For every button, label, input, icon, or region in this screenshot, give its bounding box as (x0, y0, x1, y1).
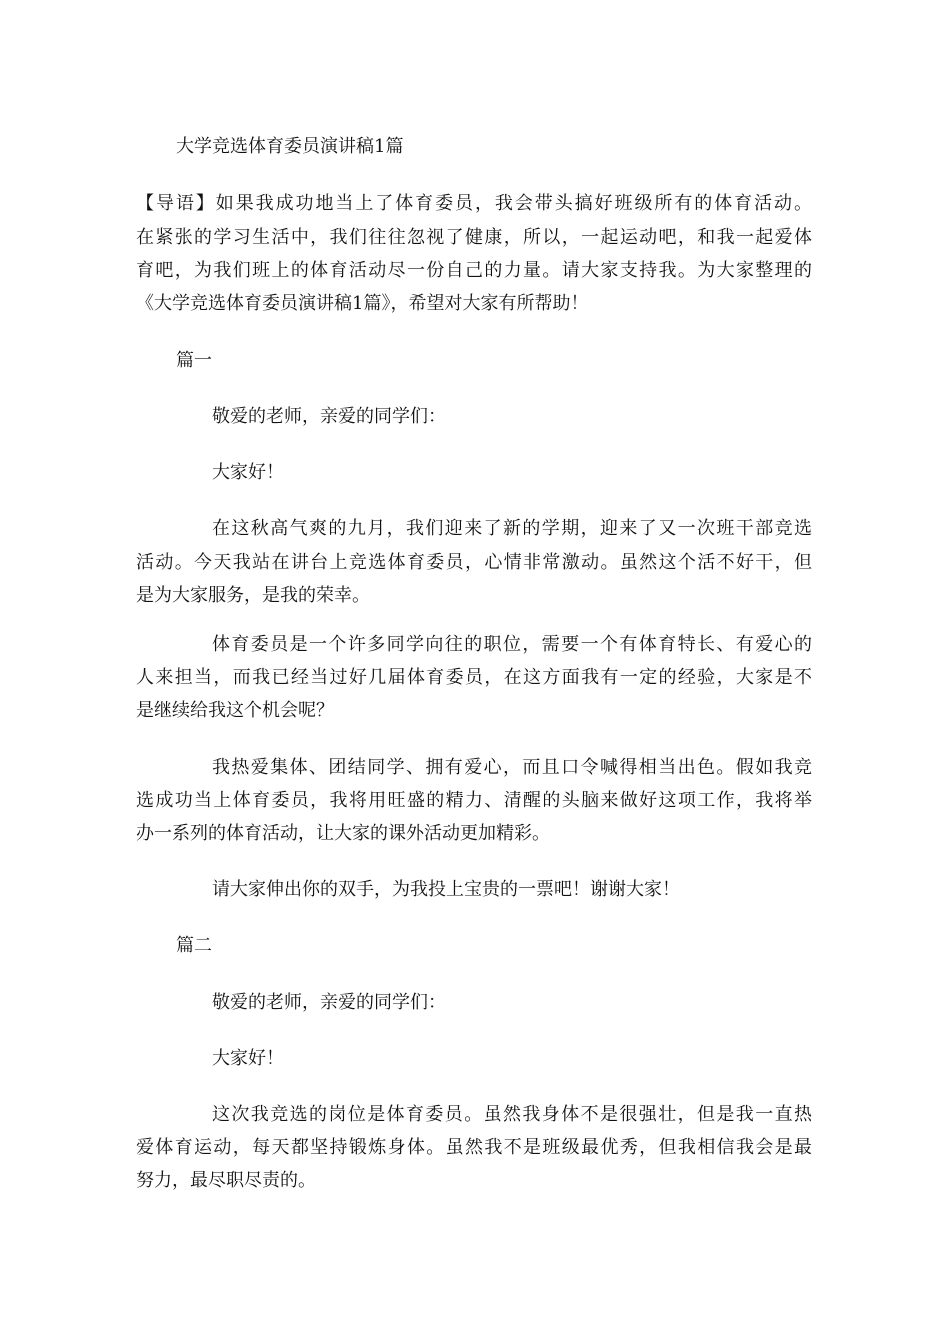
intro-line-2: 在紧张的学习生活中，我们往往忽视了健康，所以，一起运动吧，和我一起爱体 (136, 227, 812, 248)
section1-para3-line-1: 我热爱集体、团结同学、拥有爱心，而且口令喊得相当出色。假如我竞 (212, 757, 812, 778)
document-title: 大学竞选体育委员演讲稿1篇 (176, 136, 404, 157)
section1-para3-line-2: 选成功当上体育委员，我将用旺盛的精力、清醒的头脑来做好这项工作，我将举 (136, 790, 812, 811)
section1-para2-line-2: 人来担当，而我已经当过好几届体育委员，在这方面我有一定的经验，大家是不 (136, 667, 812, 688)
intro-line-4: 《大学竞选体育委员演讲稿1篇》，希望对大家有所帮助！ (136, 293, 589, 314)
section1-para2-line-1: 体育委员是一个许多同学向往的职位，需要一个有体育特长、有爱心的 (212, 634, 812, 655)
section1-closing: 请大家伸出你的双手，为我投上宝贵的一票吧！谢谢大家！ (212, 879, 680, 900)
section2-greeting: 大家好！ (212, 1048, 284, 1069)
section1-para3-line-3: 办一系列的体育活动，让大家的课外活动更加精彩。 (136, 823, 550, 844)
section1-heading: 篇一 (176, 350, 212, 371)
section2-para1-line-2: 爱体育运动，每天都坚持锻炼身体。虽然我不是班级最优秀，但我相信我会是最 (136, 1137, 812, 1158)
section1-salutation: 敬爱的老师，亲爱的同学们： (212, 406, 446, 427)
section2-heading: 篇二 (176, 935, 212, 956)
section1-para2-line-3: 是继续给我这个机会呢？ (136, 700, 334, 721)
section2-salutation: 敬爱的老师，亲爱的同学们： (212, 992, 446, 1013)
section2-para1-line-1: 这次我竞选的岗位是体育委员。虽然我身体不是很强壮，但是我一直热 (212, 1104, 812, 1125)
section1-para1-line-2: 活动。今天我站在讲台上竞选体育委员，心情非常激动。虽然这个活不好干，但 (136, 552, 812, 573)
section2-para1-line-3: 努力，最尽职尽责的。 (136, 1170, 316, 1191)
intro-line-1: 【导语】如果我成功地当上了体育委员，我会带头搞好班级所有的体育活动。 (136, 193, 812, 214)
intro-line-3: 育吧，为我们班上的体育活动尽一份自己的力量。请大家支持我。为大家整理的 (136, 260, 812, 281)
section1-para1-line-3: 是为大家服务，是我的荣幸。 (136, 585, 370, 606)
section1-para1-line-1: 在这秋高气爽的九月，我们迎来了新的学期，迎来了又一次班干部竞选 (212, 518, 812, 539)
section1-greeting: 大家好！ (212, 462, 284, 483)
